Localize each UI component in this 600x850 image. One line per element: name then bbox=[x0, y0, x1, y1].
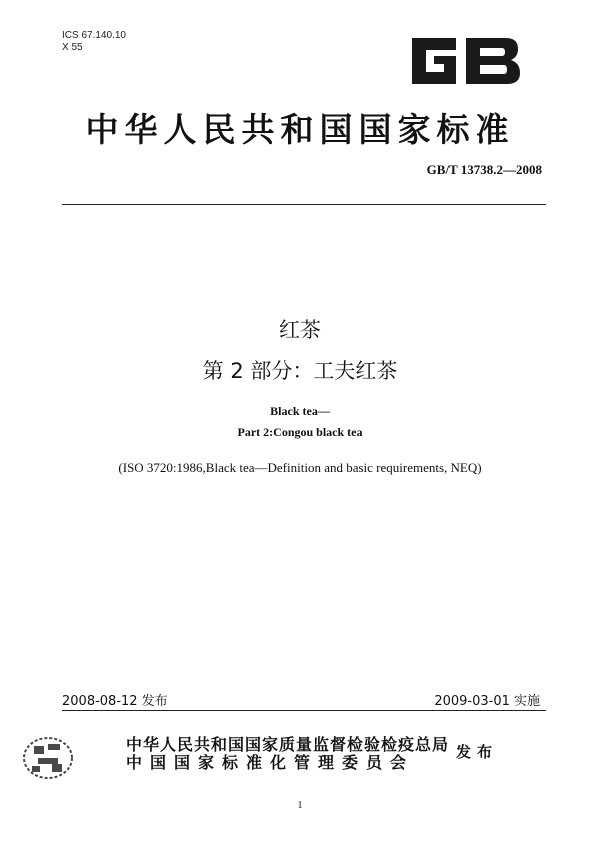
standard-number: GB/T 13738.2—2008 bbox=[426, 162, 542, 177]
ics-code: ICS 67.140.10 bbox=[62, 30, 126, 41]
classification-codes bbox=[62, 30, 126, 54]
gb-logo-icon bbox=[404, 32, 524, 88]
title-en-main: Black tea— bbox=[270, 404, 330, 418]
issuer-sac: 中国国家标准化管理委员会 bbox=[126, 753, 415, 772]
issue-date: 2008-08-12 发布 bbox=[62, 694, 168, 709]
stamp-seal-icon bbox=[18, 732, 78, 784]
iso-reference: (ISO 3720:1986,Black tea—Definition and basic requirements, NEQ) bbox=[118, 460, 482, 475]
title-cn-main: 红茶 bbox=[279, 318, 321, 342]
title-cn-part: 第 2 部分：工夫红茶 bbox=[202, 359, 398, 383]
effective-date: 2009-03-01 实施 bbox=[434, 694, 540, 709]
national-standard-title: 中华人民共和国国家标准 bbox=[85, 110, 515, 149]
issuer-aqsiq: 中华人民共和国国家质量监督检验检疫总局 bbox=[126, 735, 450, 754]
class-code: X 55 bbox=[62, 42, 83, 53]
page-number: 1 bbox=[297, 800, 303, 811]
publish-label: 发布 bbox=[456, 743, 499, 761]
title-en-part: Part 2:Congou black tea bbox=[237, 425, 363, 439]
bottom-divider bbox=[62, 710, 546, 711]
top-divider bbox=[62, 204, 546, 205]
